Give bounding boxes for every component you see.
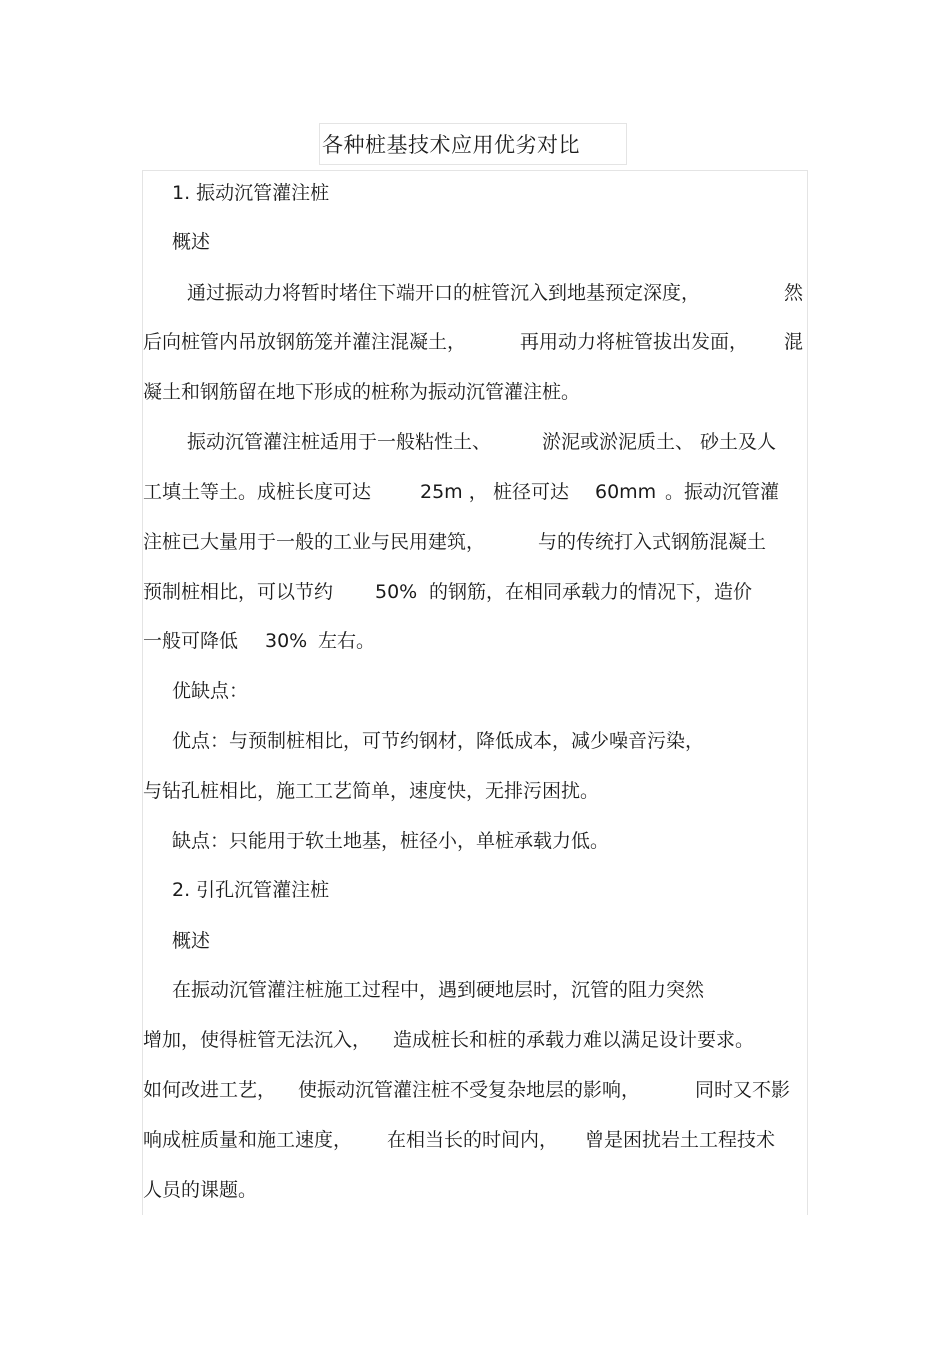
paragraph-line: 凝土和钢筋留在地下形成的桩称为振动沉管灌注桩。: [143, 381, 581, 403]
paragraph-line: 25m ，: [420, 481, 488, 503]
paragraph-line: 60mm: [595, 481, 657, 503]
paragraph-line: 。振动沉管灌: [665, 481, 780, 503]
paragraph-line: 混: [784, 331, 804, 353]
paragraph-line: 与的传统打入式钢筋混凝土: [538, 531, 767, 553]
paragraph-line: 桩径可达: [493, 481, 570, 503]
paragraph-line: 如何改进工艺，: [143, 1079, 277, 1101]
paragraph-line: 振动沉管灌注桩适用于一般粘性土、: [187, 431, 492, 453]
paragraph-line: 左右。: [318, 630, 376, 652]
paragraph-line: 淤泥或淤泥质土、 砂土及人: [542, 431, 777, 453]
paragraph-line: 后向桩管内吊放钢筋笼并灌注混凝土，: [143, 331, 467, 353]
paragraph-line: 增加，使得桩管无法沉入，: [143, 1029, 372, 1051]
paragraph-line: 人员的课题。: [143, 1179, 258, 1201]
subheading-pros-cons: 优缺点：: [172, 680, 249, 702]
paragraph-line: 的钢筋，在相同承载力的情况下，造价: [429, 581, 753, 603]
paragraph-line: 曾是困扰岩土工程技术: [585, 1129, 776, 1151]
document-title: 各种桩基技术应用优劣对比: [322, 133, 580, 157]
paragraph-line: 工填土等土。成桩长度可达: [143, 481, 372, 503]
paragraph-line: 一般可降低: [143, 630, 239, 652]
paragraph-line: 缺点：只能用于软土地基，桩径小，单桩承载力低。: [172, 830, 610, 852]
paragraph-line: 注桩已大量用于一般的工业与民用建筑，: [143, 531, 486, 553]
paragraph-line: 再用动力将桩管拔出发面，: [520, 331, 749, 353]
paragraph-line: 预制桩相比，可以节约: [143, 581, 334, 603]
paragraph-line: 在振动沉管灌注桩施工过程中，遇到硬地层时，沉管的阻力突然: [172, 979, 705, 1001]
paragraph-line: 造成桩长和桩的承载力难以满足设计要求。: [393, 1029, 755, 1051]
section-heading-1: 1. 振动沉管灌注桩: [172, 182, 330, 204]
paragraph-line: 然: [784, 282, 804, 304]
subheading-overview-2: 概述: [172, 930, 211, 952]
paragraph-line: 与钻孔桩相比，施工工艺简单，速度快，无排污困扰。: [143, 780, 600, 802]
paragraph-line: 优点：与预制桩相比，可节约钢材，降低成本，减少噪音污染，: [172, 730, 705, 752]
paragraph-line: 30%: [265, 630, 308, 652]
paragraph-line: 50%: [375, 581, 418, 603]
paragraph-line: 同时又不影: [695, 1079, 791, 1101]
paragraph-line: 响成桩质量和施工速度，: [143, 1129, 353, 1151]
paragraph-line: 在相当长的时间内，: [387, 1129, 559, 1151]
subheading-overview-1: 概述: [172, 231, 211, 253]
paragraph-line: 通过振动力将暂时堵住下端开口的桩管沉入到地基预定深度，: [187, 282, 701, 304]
section-heading-2: 2. 引孔沉管灌注桩: [172, 879, 330, 901]
paragraph-line: 使振动沉管灌注桩不受复杂地层的影响，: [298, 1079, 641, 1101]
